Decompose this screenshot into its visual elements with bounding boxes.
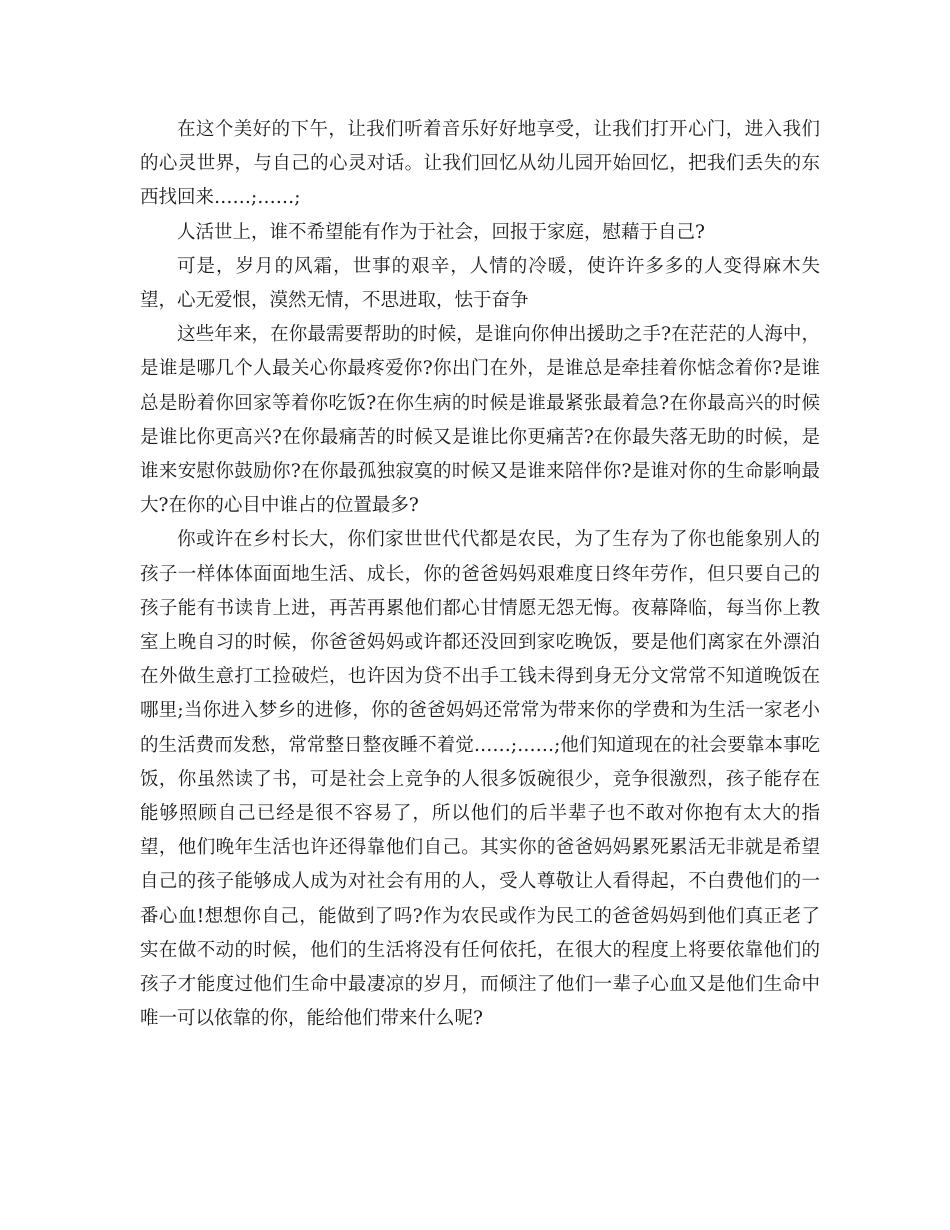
- paragraph-4: 这些年来，在你最需要帮助的时候，是谁向你伸出援助之手?在茫茫的人海中，是谁是哪几个人最关心你最疼爱你?你出门在外，是谁总是牵挂着你惦念着你?是谁总是盼着你回家等着你吃饭?在你生病的时候是谁最紧张最着急?在你最高兴的时候是谁比你更高兴?在你最痛苦的时候又是谁比你更痛苦?在你最失落无助的时候，是谁来安慰你鼓励你?在你最孤独寂寞的时候又是谁来陪伴你?是谁对你的生命影响最大?在你的心目中谁占的位置最多?: [140, 324, 820, 517]
- paragraph-1: 在这个美好的下午，让我们听着音乐好好地享受，让我们打开心门，进入我们的心灵世界，与自己的心灵对话。让我们回忆从幼儿园开始回忆，把我们丢失的东西找回来……;……;: [140, 119, 820, 209]
- paragraph-2: 人活世上，谁不希望能有作为于社会，回报于家庭，慰藉于自己?: [177, 221, 705, 243]
- paragraph-5: 你或许在乡村长大，你们家世世代代都是农民，为了生存为了你也能象别人的孩子一样体体面面地生活、成长，你的爸爸妈妈艰难度日终年劳作，但只要自己的孩子能有书读肯上进，再苦再累他们都心甘情愿无怨无悔。夜幕降临，每当你上教室上晚自习的时候，你爸爸妈妈或许都还没回到家吃晚饭，要是他们离家在外漂泊在外做生意打工捡破烂，也许因为贷不出手工钱未得到身无分文常常不知道晚饭在哪里;当你进入梦乡的进修，你的爸爸妈妈还常常为带来你的学费和为生活一家老小的生活费而发愁，常常整日整夜睡不着觉……;……;他们知道现在的社会要靠本事吃饭，你虽然读了书，可是社会上竞争的人很多饭碗很少，竞争很激烈，孩子能存在能够照顾自己已经是很不容易了，所以他们的后半辈子也不敢对你抱有太大的指望，他们晚年生活也许还得靠他们自己。其实你的爸爸妈妈累死累活无非就是希望自己的孩子能够成人成为对社会有用的人，受人尊敬让人看得起，不白费他们的一番心血!想想你自己，能做到了吗?作为农民或作为民工的爸爸妈妈到他们真正老了实在做不动的时候，他们的生活将没有任何依托，在很大的程度上将要依靠他们的孩子才能度过他们生命中最凄凉的岁月，而倾注了他们一辈子心血又是他们生命中唯一可以依靠的你，能给他们带来什么呢?: [140, 529, 820, 1030]
- paragraph-3: 可是，岁月的风霜，世事的艰辛，人情的冷暖，使许许多多的人变得麻木失望，心无爱恨，漠然无情，不思进取，怯于奋争: [140, 255, 820, 312]
- document-body: [140, 113, 820, 1036]
